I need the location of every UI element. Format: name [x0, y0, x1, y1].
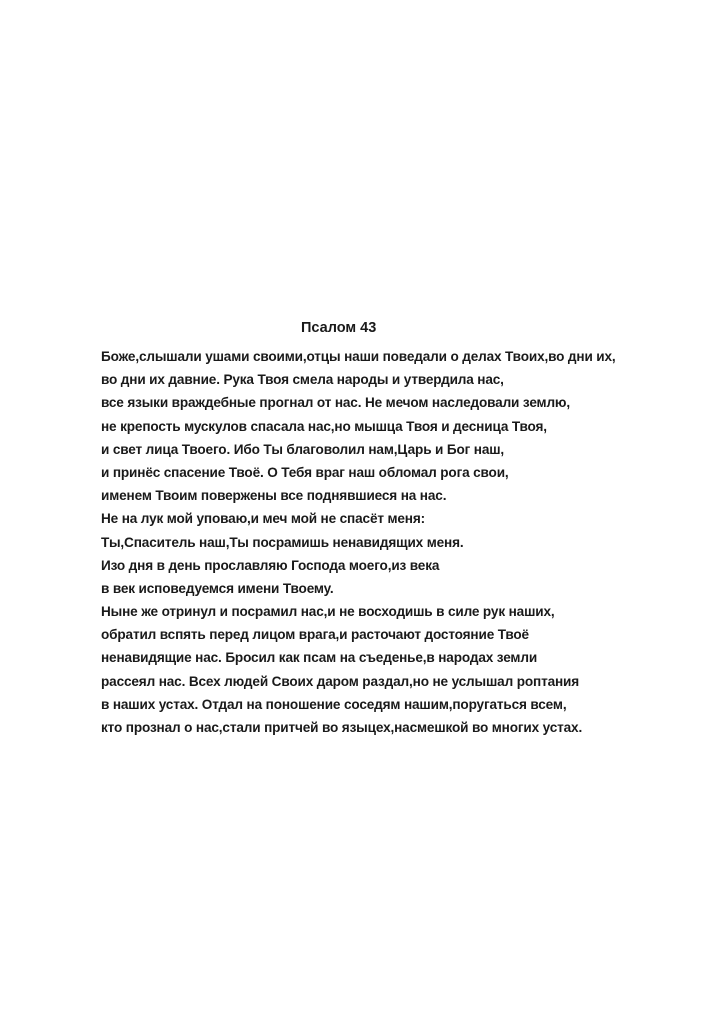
- text-line: именем Твоим повержены все поднявшиеся на нас.: [101, 488, 447, 504]
- text-line: Изо дня в день прославляю Господа моего,из века: [101, 557, 440, 573]
- psalm-title: Псалом 43: [301, 320, 377, 336]
- text-line: рассеял нас. Всех людей Своих даром раздал,но не услышал роптания: [101, 673, 580, 689]
- text-line: Боже,слышали ушами своими,отцы наши поведали о делах Твоих,во дни их,: [101, 349, 616, 364]
- text-line: Не на лук мой уповаю,и меч мой не спасёт меня:: [101, 511, 426, 527]
- text-line: обратил вспять перед лицом врага,и расточают достояние Твоё: [101, 627, 529, 643]
- text-line: не крепость мускулов спасала нас,но мышца Твоя и десница Твоя,: [101, 418, 547, 434]
- text-line: Ты,Спаситель наш,Ты посрамишь ненавидящих меня.: [101, 534, 464, 550]
- text-line: и принёс спасение Твоё. О Тебя враг наш обломал рога свои,: [101, 464, 509, 480]
- text-line: в наших устах. Отдал на поношение соседям нашим,поругаться всем,: [101, 696, 567, 712]
- text-line: кто прознал о нас,стали притчей во языцех,насмешкой во многих устах.: [101, 720, 583, 735]
- text-line: Ныне же отринул и посрамил нас,и не восходишь в силе рук наших,: [101, 604, 555, 620]
- text-line: в век исповедуемся имени Твоему.: [101, 580, 334, 596]
- text-line: ненавидящие нас. Бросил как псам на съеденье,в народах земли: [101, 650, 538, 666]
- psalm-text: [101, 345, 616, 739]
- text-line: все языки враждебные прогнал от нас. Не мечом наследовали землю,: [101, 395, 571, 411]
- text-line: и свет лица Твоего. Ибо Ты благоволил нам,Царь и Бог наш,: [101, 441, 505, 457]
- text-line: во дни их давние. Рука Твоя смела народы и утвердила нас,: [101, 372, 504, 388]
